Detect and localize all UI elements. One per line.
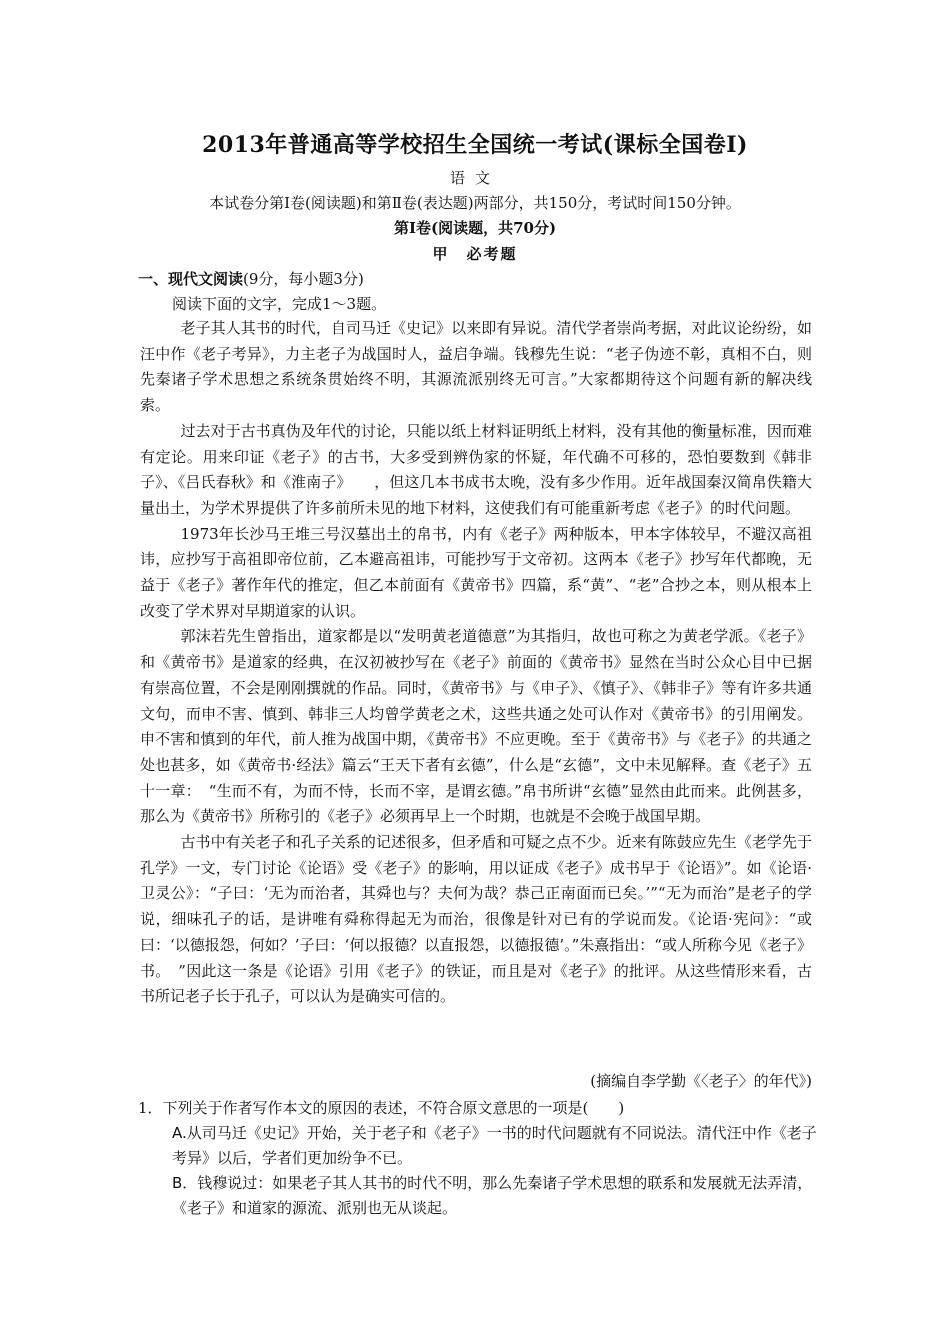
exam-title: 2013年普通高等学校招生全国统一考试(课标全国卷Ⅰ) (202, 132, 748, 158)
reading-instruction: 阅读下面的文字，完成1～3题。 (172, 295, 387, 313)
section-heading-text: 一、现代文阅读 (138, 270, 244, 288)
exam-intro: 本试卷分第Ⅰ卷(阅读题)和第Ⅱ卷(表达题)两部分，共150分，考试时间150分钟。 (209, 194, 741, 212)
article-paragraph: 1973年长沙马王堆三号汉墓出土的帛书，内有《老子》两种版本，甲本字体较早，不避汉高祖讳，应抄写于高祖即帝位前，乙本避高祖讳，可能抄写于文帝初。这两本《老子》抄写年代都晚，无益于《老子》著作年代的推定，但乙本前面有《黄帝书》四篇，系“黄”、“老”合抄之本，则从根本上改变了学术界对早期道家的认识。 (140, 524, 812, 620)
article-source: (摘编自李学勤《〈老子〉的年代》) (590, 1072, 812, 1090)
part-subtitle: 甲 必考题 (432, 245, 518, 263)
question-stem: 1．下列关于作者写作本文的原因的表述，不符合原文意思的一项是( ) (138, 1099, 625, 1117)
option-b: B．钱穆说过：如果老子其人其书的时代不明，那么先秦诸子学术思想的联系和发展就无法弄清，《老子》和道家的源流、派别也无从谈起。 (172, 1174, 813, 1217)
section-heading (138, 268, 364, 289)
question-1 (138, 1096, 818, 1221)
reading-article (140, 316, 812, 1010)
option-a: A.从司马迁《史记》开始，关于老子和《老子》一书的时代问题就有不同说法。清代汪中作《老子考异》以后，学者们更加纷争不已。 (172, 1124, 817, 1167)
article-paragraph: 过去对于古书真伪及年代的讨论，只能以纸上材料证明纸上材料，没有其他的衡量标准，因而难有定论。用来印证《老子》的古书，大多受到辨伪家的怀疑，年代确不可移的，恐怕要数到《韩非子》、《吕氏春秋》和《淮南子》 ，但这几本书成书太晚，没有多少作用。近年战国秦汉简帛佚籍大量出土，为学术界提供了许多前所未见的地下材料，这使我们有可能重新考虑《老子》的时代问题。 (140, 421, 812, 517)
article-paragraph: 老子其人其书的时代，自司马迁《史记》以来即有异说。清代学者崇尚考据，对此议论纷纷，如汪中作《老子考异》，力主老子为战国时人，益启争端。钱穆先生说：“老子伪迹不彰，真相不白，则先秦诸子学术思想之系统条贯始终不明，其源流派别终无可言。”大家都期待这个问题有新的解决线索。 (140, 319, 812, 415)
article-paragraph: 古书中有关老子和孔子关系的记述很多，但矛盾和可疑之点不少。近来有陈鼓应先生《老学先于孔学》一文，专门讨论《论语》受《老子》的影响，用以证成《老子》成书早于《论语》”。如《论语·卫灵公》：“子曰：‘无为而治者，其舜也与？夫何为哉？恭己正南面而已矣。’”“无为而治”是老子的学说，细味孔子的话，是讲唯有舜称得起无为而治，很像是针对已有的学说而发。《论语·宪问》：“或曰：‘以德报怨，何如？’子曰：‘何以报德？以直报怨，以德报德’。”朱熹指出：“或人所称今见《老子》书。 ”因此这一条是《论语》引用《老子》的铁证，而且是对《老子》的批评。从这些情形来看，古书所记老子长于孔子，可以认为是确实可信的。 (140, 833, 812, 1006)
subject-label: 语文 (449, 169, 500, 187)
section-heading-note: (9分，每小题3分) (243, 270, 364, 288)
article-paragraph: 郭沫若先生曾指出，道家都是以“发明黄老道德意”为其指归，故也可称之为黄老学派。《老子》和《黄帝书》是道家的经典，在汉初被抄写在《老子》前面的《黄帝书》显然在当时公众心目中已据有崇高位置，不会是刚刚撰就的作品。同时，《黄帝书》与《申子》、《慎子》、《韩非子》等有许多共通文句，而申不害、慎到、韩非三人均曾学黄老之术，这些共通之处可认作对《黄帝书》的引用阐发。申不害和慎到的年代，前人推为战国中期，《黄帝书》不应更晚。至于《黄帝书》与《老子》的共通之处也甚多，如《黄帝书·经法》篇云“王天下者有玄德”，什么是“玄德”，文中未见解释。查《老子》五十一章： “生而不有，为而不恃，长而不宰，是谓玄德。”帛书所讲“玄德”显然由此而来。此例甚多，那么为《黄帝书》所称引的《老子》必须再早上一个时期，也就是不会晚于战国早期。 (140, 627, 812, 826)
part-title: 第Ⅰ卷(阅读题，共70分) (393, 219, 557, 237)
